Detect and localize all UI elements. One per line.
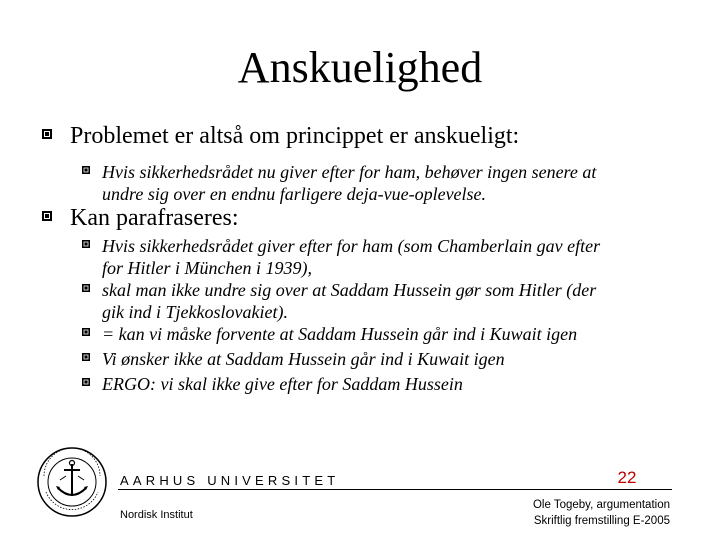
- bullet-level2: [102, 279, 682, 323]
- university-name: AARHUS UNIVERSITET: [120, 473, 340, 488]
- page-number: 22: [617, 468, 637, 487]
- square-bullet-icon: [42, 129, 53, 140]
- author-info: [533, 497, 670, 529]
- square-bullet-icon: [82, 284, 92, 294]
- bullet-level1: [70, 122, 519, 150]
- bullet-level1: [70, 204, 239, 232]
- square-bullet-icon: [82, 328, 92, 338]
- bullet-text: Kan parafraseres:: [70, 205, 239, 231]
- institute-name: Nordisk Institut: [120, 509, 193, 521]
- slide-title: Anskuelighed: [237, 43, 483, 92]
- square-bullet-icon: [82, 240, 92, 250]
- square-bullet-icon: [82, 353, 92, 363]
- bullet-level2: [102, 161, 682, 205]
- bullet-text-line: gik ind i Tjekkoslovakiet).: [102, 302, 288, 322]
- bullet-text-line: Hvis sikkerhedsrådet nu giver efter for ham, behøver ingen senere at: [102, 162, 597, 182]
- bullet-level2: [102, 235, 682, 279]
- bullet-text-line: Vi ønsker ikke at Saddam Hussein går ind i Kuwait igen: [102, 349, 505, 369]
- bullet-text-line: = kan vi måske forvente at Saddam Hussein går ind i Kuwait igen: [102, 324, 578, 344]
- footer-divider: [118, 489, 672, 490]
- bullet-text-line: ERGO: vi skal ikke give efter for Saddam Hussein: [102, 374, 463, 394]
- bullet-text-line: skal man ikke undre sig over at Saddam Hussein gør som Hitler (der: [102, 280, 597, 300]
- course-line: Skriftlig fremstilling E-2005: [533, 515, 670, 527]
- bullet-text-line: for Hitler i München i 1939),: [102, 258, 312, 278]
- square-bullet-icon: [82, 166, 92, 176]
- author-line: Ole Togeby, argumentation: [532, 499, 670, 511]
- bullet-text: Problemet er altså om princippet er anskueligt:: [70, 123, 520, 149]
- bullet-level2: [102, 373, 682, 395]
- square-bullet-icon: [82, 378, 92, 388]
- bullet-level2: [102, 323, 682, 345]
- square-bullet-icon: [42, 211, 53, 222]
- aarhus-university-seal-icon: [36, 446, 108, 518]
- bullet-text-line: undre sig over en endnu farligere deja-vue-oplevelse.: [102, 184, 487, 204]
- bullet-level2: [102, 348, 682, 370]
- bullet-text-line: Hvis sikkerhedsrådet giver efter for ham (som Chamberlain gav efter: [102, 236, 601, 256]
